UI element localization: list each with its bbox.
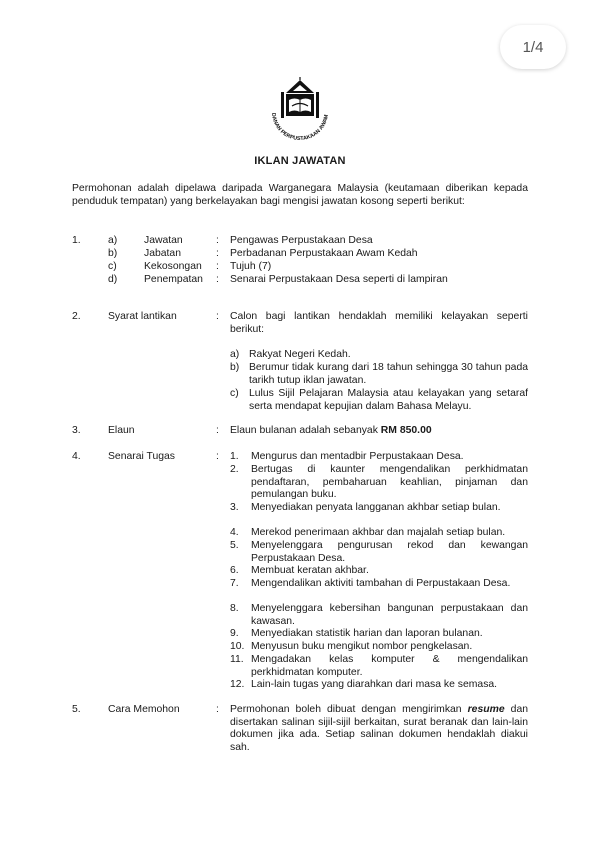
duty-1-number: 1. [230,451,239,462]
section-5-number: 5. [72,704,81,715]
section-2a-letter: a) [230,349,240,360]
section-1d-label: Penempatan [144,274,203,285]
duty-5-number: 5. [230,540,239,551]
duty-4-text: Merekod penerimaan akhbar dan majalah setiap bulan. [251,527,506,538]
document-title: IKLAN JAWATAN [254,155,346,167]
duty-5-text: Menyelenggara pengurusan rekod dan kewangan Perpustakaan Desa. [251,540,528,564]
duty-6-text: Membuat keratan akhbar. [251,565,369,576]
section-1-number: 1. [72,235,81,246]
section-4-label: Senarai Tugas [108,451,176,462]
duty-11-number: 11. [230,654,244,665]
section-2c-text: Lulus Sijil Pelajaran Malaysia atau kelayakan yang setaraf serta mendapat kepujian dalam Bahasa Melayu. [249,388,528,412]
section-5-text: Permohonan boleh dibuat dengan mengirimkan resume dan disertakan salinan sijil-sijil berkaitan, surat beranak dan lain-lain dokumen jika ada. Setiap salinan dokumen hendaklah diakui sah. [230,704,529,753]
duty-2-text: Bertugas di kaunter mengendalikan perkhidmatan pendaftaran, pembaharuan keahlian, pinjaman dan pemulangan buku. [251,464,528,500]
duty-12-text: Lain-lain tugas yang diarahkan dari masa ke semasa. [251,679,498,690]
duty-8-text: Menyelenggara kebersihan bangunan perpustakaan dan kawasan. [251,603,528,627]
duty-9-number: 9. [230,628,239,639]
svg-text:PERBADANAN PERPUSTAKAAN AWAM K: DANAN PERPUSTAKAAN AWAM [269,112,330,143]
duty-7-number: 7. [230,578,239,589]
duty-3-number: 3. [230,502,239,513]
section-2-intro: Calon bagi lantikan hendaklah memiliki kelayakan seperti berikut: [230,311,528,335]
section-1a-letter: a) [108,235,118,246]
section-1b-letter: b) [108,248,118,259]
section-1b-colon: : [216,248,219,259]
section-2c-letter: c) [230,388,239,399]
section-1d-value: Senarai Perpustakaan Desa seperti di lampiran [230,274,448,285]
duty-6-number: 6. [230,565,239,576]
duty-10-number: 10. [230,641,245,652]
section-2-colon: : [216,311,219,322]
duty-12-number: 12. [230,679,245,690]
duty-9-text: Menyediakan statistik harian dan laporan bulanan. [251,628,483,639]
section-5-colon: : [216,704,219,715]
page-counter[interactable]: 1/4 [500,25,566,69]
duty-11-text: Mengadakan kelas komputer & mengendalikan perkhidmatan komputer. [251,654,528,678]
section-3-label: Elaun [108,425,135,436]
section-5-label: Cara Memohon [108,704,180,715]
duty-4-number: 4. [230,527,239,538]
section-4-number: 4. [72,451,81,462]
duty-2-number: 2. [230,464,239,475]
section-1a-label: Jawatan [144,235,183,246]
section-1c-colon: : [216,261,219,272]
section-2b-letter: b) [230,362,240,373]
section-4-colon: : [216,451,219,462]
section-2-label: Syarat lantikan [108,311,177,322]
duty-7-text: Mengendalikan aktiviti tambahan di Perpustakaan Desa. [251,578,511,589]
section-1d-letter: d) [108,274,118,285]
section-3-number: 3. [72,425,81,436]
section-3-text: Elaun bulanan adalah sebanyak RM 850.00 [230,425,432,436]
section-1d-colon: : [216,274,219,285]
duty-1-text: Mengurus dan mentadbir Perpustakaan Desa. [251,451,464,462]
duty-10-text: Menyusun buku mengikut nombor pengkelasan. [251,641,473,652]
allowance-amount: RM 850.00 [380,425,432,436]
section-1b-value: Perbadanan Perpustakaan Awam Kedah [230,248,418,259]
section-1c-label: Kekosongan [144,261,202,272]
section-3-colon: : [216,425,219,436]
section-1a-colon: : [216,235,219,246]
section-1c-letter: c) [108,261,117,272]
section-2b-text: Berumur tidak kurang dari 18 tahun sehingga 30 tahun pada tarikh tutup iklan jawatan. [249,362,528,386]
section-1a-value: Pengawas Perpustakaan Desa [230,235,373,246]
resume-emphasis: resume [467,704,505,715]
duty-3-text: Menyediakan penyata langganan akhbar setiap bulan. [251,502,501,513]
duty-8-number: 8. [230,603,239,614]
section-1c-value: Tujuh (7) [230,261,272,272]
organization-logo [262,76,338,146]
section-2-number: 2. [72,311,81,322]
section-2a-text: Rakyat Negeri Kedah. [249,349,351,360]
section-1b-label: Jabatan [144,248,181,259]
intro-paragraph: Permohonan adalah dipelawa daripada Warganegara Malaysia (keutamaan diberikan kepada penduduk tempatan) yang berkelayakan bagi mengisi jawatan kosong seperti berikut: [72,183,528,207]
